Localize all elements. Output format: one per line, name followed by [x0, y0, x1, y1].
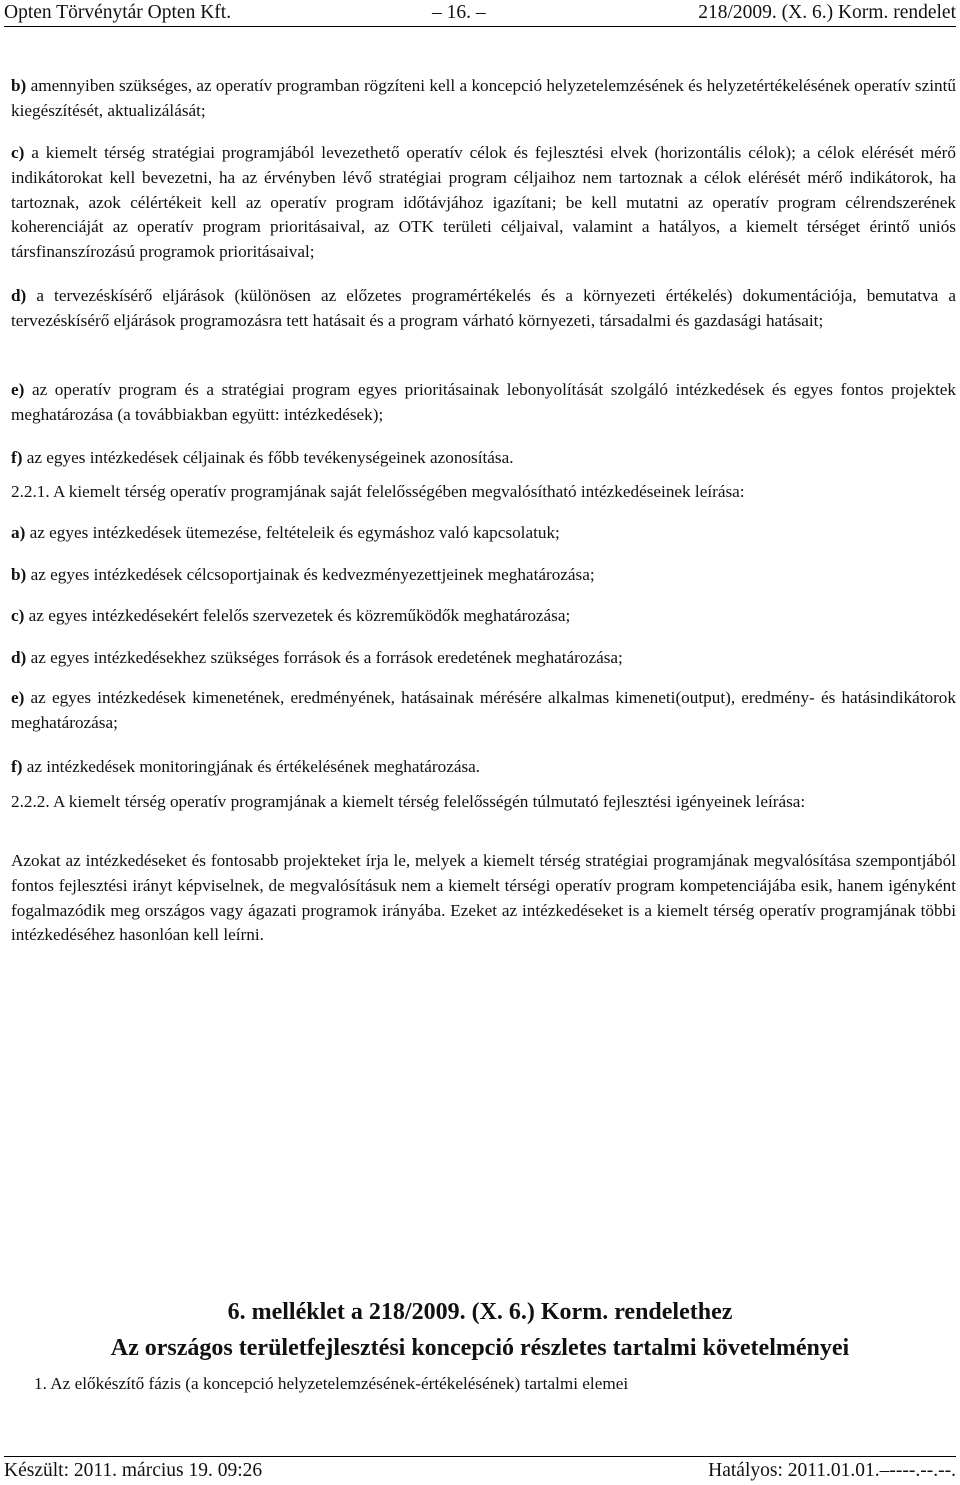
paragraph-text: amennyiben szükséges, az operatív programban rögzíteni kell a koncepció helyzetelemzésének és helyzetértékelésének operatív szintű kiegészítését, aktualizálását;: [11, 76, 956, 120]
paragraph-text: az egyes intézkedések ütemezése, feltételeik és egymáshoz való kapcsolatuk;: [25, 523, 560, 542]
header-page-number: – 16. –: [432, 2, 486, 23]
item-label: e): [11, 688, 25, 707]
footer-created: Készült: 2011. március 19. 09:26: [4, 1460, 263, 1481]
paragraph-c: [11, 141, 956, 265]
paragraph-text: az egyes intézkedésekért felelős szervezetek és közreműködők meghatározása;: [24, 606, 571, 625]
page-header: [4, 0, 956, 27]
header-source: Opten Törvénytár Opten Kft.: [4, 2, 232, 23]
paragraph-1: [34, 1372, 956, 1397]
header-regulation: 218/2009. (X. 6.) Korm. rendelet: [698, 2, 956, 23]
paragraph-2-2-1-b: [11, 563, 956, 588]
footer-effective: Hatályos: 2011.01.01.–----.--.--.: [708, 1460, 956, 1481]
item-label: e): [11, 380, 25, 399]
paragraph-text: az intézkedések monitoringjának és értékelésének meghatározása.: [22, 757, 481, 776]
paragraph-e: [11, 378, 956, 428]
paragraph-2-2-1-a: [11, 521, 956, 546]
paragraph-2-2-1-e: [11, 686, 956, 736]
paragraph-2-2-1: [11, 480, 956, 505]
item-label: c): [11, 606, 25, 625]
item-label: f): [11, 757, 23, 776]
paragraph-text: 2.2.1. A kiemelt térség operatív programjának saját felelősségében megvalósítható intézkedéseinek leírása:: [11, 482, 745, 501]
paragraph-d: [11, 284, 956, 334]
page-footer: [4, 1456, 956, 1485]
paragraph-2-2-1-f: [11, 755, 956, 780]
paragraph-text: az egyes intézkedések kimenetének, eredményének, hatásainak mérésére alkalmas kimeneti(output), eredmény- és hatásindikátorok meghatározása;: [11, 688, 956, 732]
paragraph-2-2-1-c: [11, 604, 956, 629]
item-label: b): [11, 76, 27, 95]
paragraph-text: Azokat az intézkedéseket és fontosabb projekteket írja le, melyek a kiemelt térség stratégiai programjának megvalósítása szempontjából fontos fejlesztési irányt képviselnek, de megvalósításuk nem a kiemelt térségi operatív program kompetenciájába esik, hanem igényként fogalmazódik meg országos vagy ágazati programok irányába. Ezeket az intézkedéseket is a kiemelt térség operatív programjának többi intézkedéséhez hasonlóan kell leírni.: [11, 851, 956, 945]
paragraph-text: az egyes intézkedésekhez szükséges források és a források eredetének meghatározása;: [26, 648, 623, 667]
paragraph-text: az egyes intézkedések céljainak és főbb tevékenységeinek azonosítása.: [22, 448, 514, 467]
paragraph-text: a kiemelt térség stratégiai programjából levezethető operatív célok és fejlesztési elvek (horizontális célok); a célok elérését mérő indikátorokat kell bevezetni, ha az érvényben lévő stratégiai program céljaihoz nem tartoznak a célok elérését mérő indikátorok, ha tartoznak, azok célértékeit kell az operatív program időtávjához igazítani; be kell mutatni az operatív program célrendszerének koherenciáját az operatív program prioritásaival, az OTK területi céljaival, valamint a hatályos, a kiemelt térséget érintő uniós társfinanszírozású programok prioritásaival;: [11, 143, 956, 262]
paragraph-2-2-2: [11, 790, 956, 815]
item-label: b): [11, 565, 27, 584]
item-label: d): [11, 648, 27, 667]
item-label: a): [11, 523, 26, 542]
paragraph-text: az operatív program és a stratégiai program egyes prioritásainak lebonyolítását szolgáló intézkedések és egyes fontos projektek meghatározása (a továbbiakban együtt: intézkedések);: [11, 380, 956, 424]
annex-subtitle: Az országos területfejlesztési koncepció részletes tartalmi követelményei: [110, 1335, 850, 1361]
paragraph-text: 1. Az előkészítő fázis (a koncepció helyzetelemzésének-értékelésének) tartalmi elemei: [34, 1374, 629, 1393]
item-label: d): [11, 286, 27, 305]
paragraph-f: [11, 446, 956, 471]
annex-title: 6. melléklet a 218/2009. (X. 6.) Korm. rendelethez: [227, 1299, 733, 1325]
item-label: c): [11, 143, 25, 162]
item-label: f): [11, 448, 23, 467]
paragraph-text: a tervezéskísérő eljárások (különösen az előzetes programértékelés és a környezeti értékelés) dokumentációja, bemutatva a tervezéskísérő eljárások programozásra tett hatásait és a program várható környezeti, társadalmi és gazdasági hatásait;: [11, 286, 956, 330]
paragraph-2-2-1-d: [11, 646, 956, 671]
paragraph-text: 2.2.2. A kiemelt térség operatív programjának a kiemelt térség felelősségén túlmutató fejlesztési igényeinek leírása:: [11, 792, 806, 811]
paragraph-text: az egyes intézkedések célcsoportjainak és kedvezményezettjeinek meghatározása;: [26, 565, 595, 584]
paragraph-b: [11, 74, 956, 124]
paragraph-2-2-2-body: [11, 849, 956, 948]
